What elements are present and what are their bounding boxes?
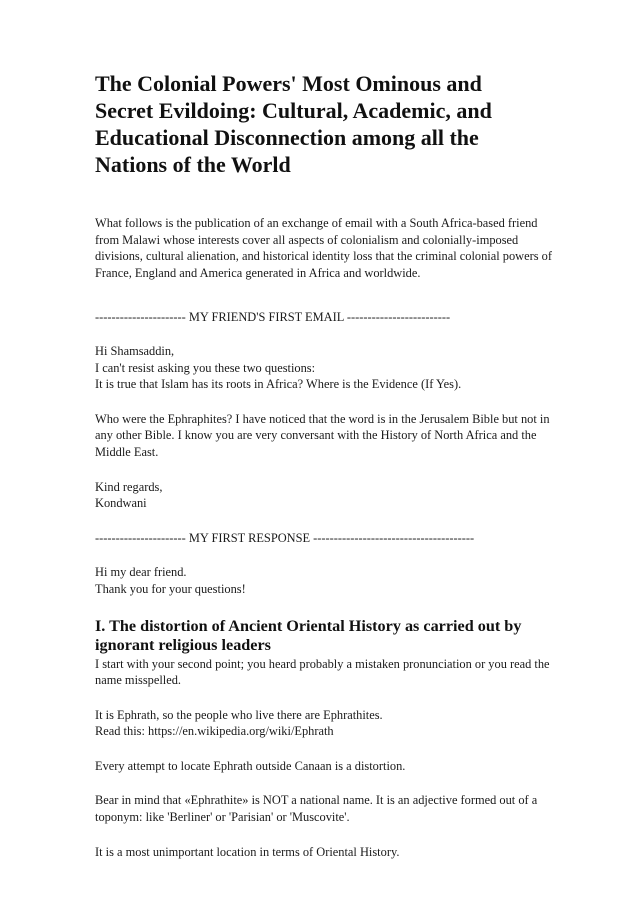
response-ephrath-block — [95, 707, 558, 740]
response-greeting-block — [95, 564, 558, 597]
email-question-intro: I can't resist asking you these two questions: — [95, 360, 316, 375]
response-ephrath-line: It is Ephrath, so the people who live there are Ephrathites. — [95, 707, 383, 722]
email-greeting-block — [95, 343, 558, 393]
email-question-ephraphites: Who were the Ephraphites? I have noticed that the word is in the Jerusalem Bible but not in any other Bible. I know you are very conversant with the History of North Africa and the Middle East. — [95, 411, 550, 459]
section-heading: I. The distortion of Ancient Oriental History as carried out by ignorant religious leaders — [95, 616, 522, 654]
document-title: The Colonial Powers' Most Ominous and Secret Evildoing: Cultural, Academic, and Educational Disconnection among all the Nations of the World — [95, 71, 492, 177]
email-closing: Kind regards, — [95, 479, 163, 494]
email-greeting: Hi Shamsaddin, — [95, 343, 175, 358]
response-paragraph-1: I start with your second point; you heard probably a mistaken pronunciation or you read the name misspelled. — [95, 656, 550, 688]
email-signoff — [95, 479, 558, 512]
first-email-separator: ---------------------- MY FRIEND'S FIRST EMAIL ------------------------- — [95, 310, 451, 325]
intro-paragraph: What follows is the publication of an exchange of email with a South Africa-based friend from Malawi whose interests cover all aspects of colonialism and colonially-imposed divisions, cultural alienation, and historical identity loss that the criminal colonial powers of France, England and America generated in Africa and worldwide. — [95, 216, 552, 280]
email-question-islam: It is true that Islam has its roots in Africa? Where is the Evidence (If Yes). — [95, 377, 462, 392]
response-paragraph-3: Every attempt to locate Ephrath outside Canaan is a distortion. — [95, 758, 406, 773]
response-greeting: Hi my dear friend. — [95, 565, 187, 580]
response-paragraph-5: It is a most unimportant location in terms of Oriental History. — [95, 844, 400, 859]
response-wikipedia-line: Read this: https://en.wikipedia.org/wiki/Ephrath — [95, 724, 334, 739]
response-paragraph-4: Bear in mind that «Ephrathite» is NOT a national name. It is an adjective formed out of a toponym: like 'Berliner' or 'Parisian' or 'Muscovite'. — [95, 793, 538, 825]
first-response-separator: ---------------------- MY FIRST RESPONSE --------------------------------------- — [95, 530, 475, 545]
response-thanks: Thank you for your questions! — [95, 581, 246, 596]
email-signature: Kondwani — [95, 496, 147, 511]
